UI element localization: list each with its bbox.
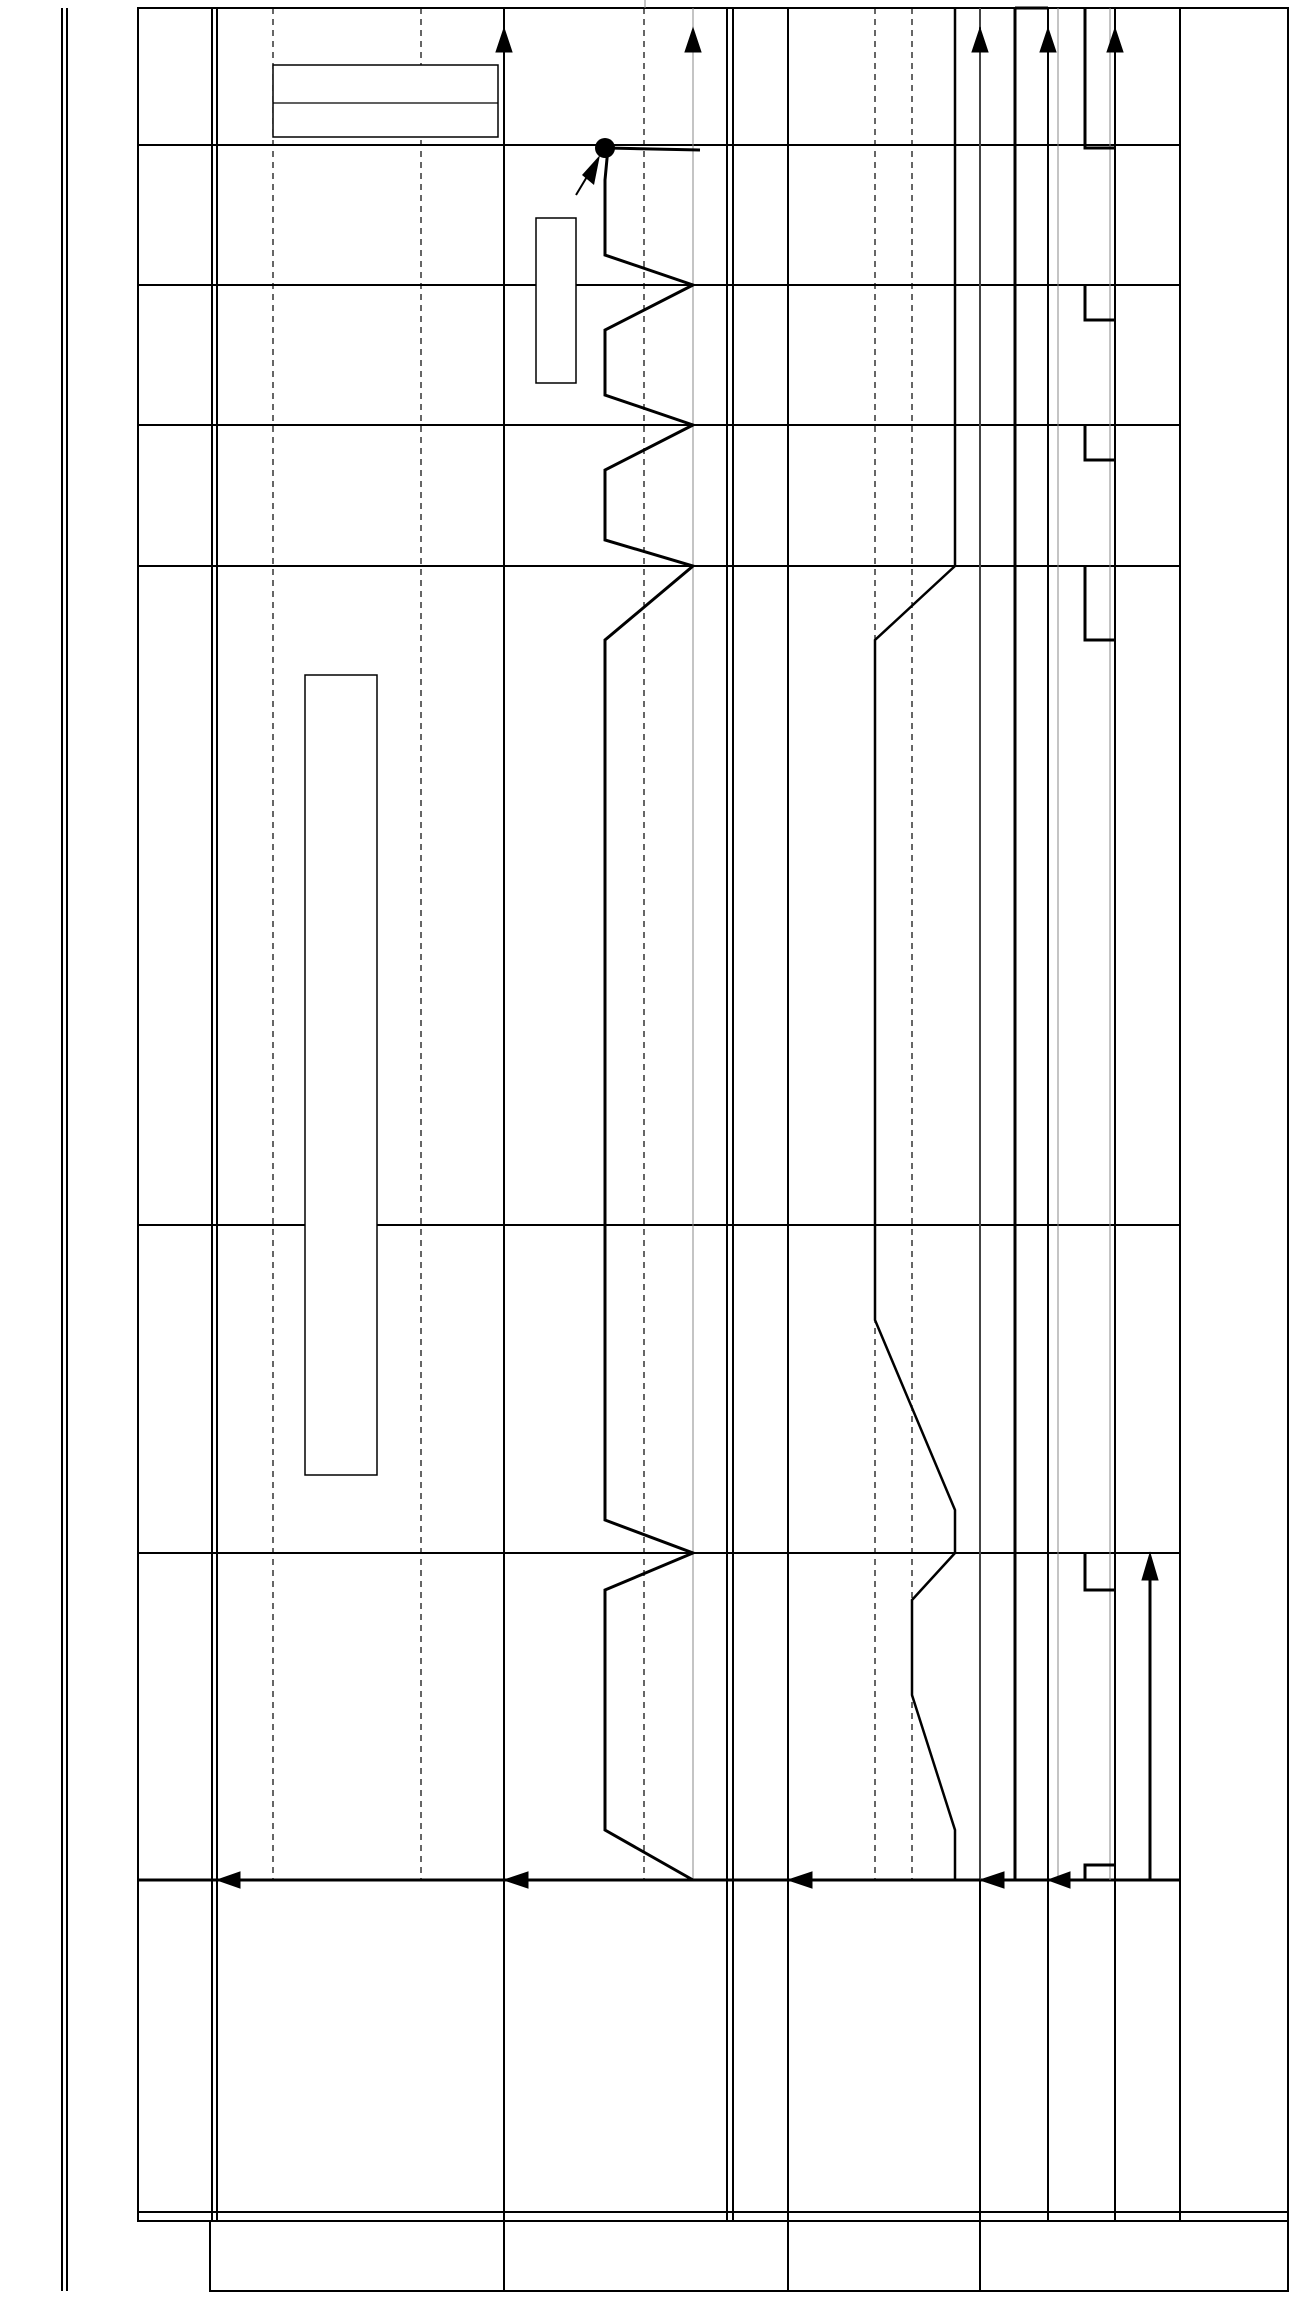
ls-box [273,65,498,137]
niveau-top-arrow [685,28,701,52]
niveau-axis-arrow [504,1872,528,1888]
spuelstop-box [536,218,576,383]
reversing-box [305,675,377,1475]
temperature-curve [875,8,955,1880]
pumpe-top-arrow [1107,28,1123,52]
tuer-axis-arrow [980,1872,1004,1888]
level-curve [605,148,700,1880]
spuelstop-point [595,138,615,158]
tuer-top-arrow [1040,28,1056,52]
temperatur-axis-arrow [788,1872,812,1888]
frame [62,8,1288,2291]
guide-lines [273,0,1110,1880]
door-line [1015,8,1048,1880]
temp-top-arrow [972,28,988,52]
pumpe-axis-arrow [1048,1872,1070,1888]
feinwaesche-arrow [1142,1553,1158,1880]
drehzahl-axis-arrow [217,1872,240,1888]
